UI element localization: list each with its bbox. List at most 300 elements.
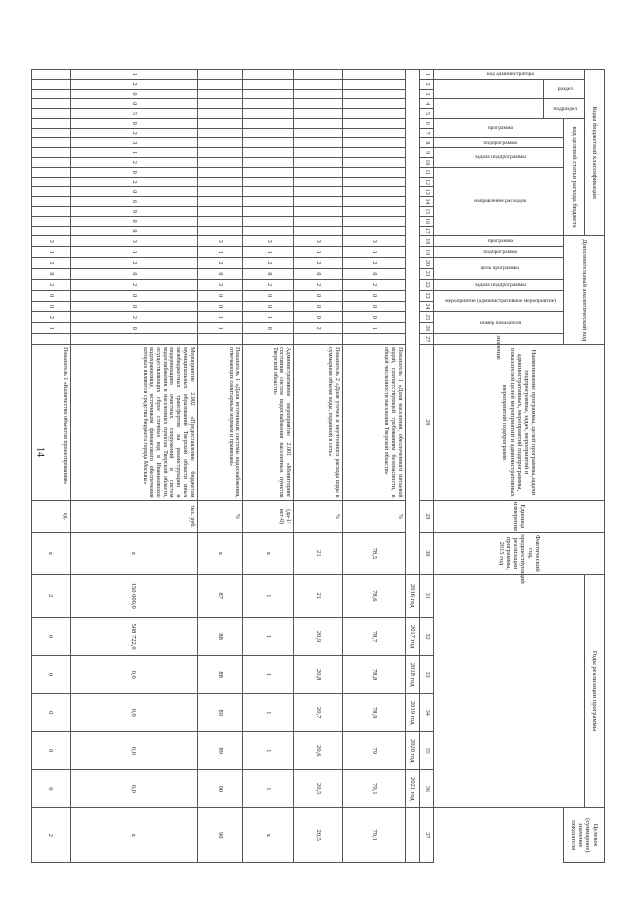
budget-code-cell: 1 (70, 148, 197, 158)
budget-code-cell (197, 109, 243, 119)
row-year-value: 20,5 (294, 770, 343, 808)
extra-code-cell: 2 (342, 279, 405, 290)
row-year-value: 1 (243, 694, 294, 732)
row-year-value: 508 722,0 (70, 618, 197, 656)
table-row (294, 70, 343, 863)
year-2017: 2017 год (405, 618, 419, 656)
extra-code-cell: 0 (342, 268, 405, 279)
budget-code-cell (243, 118, 294, 128)
extra-code-cell: 0 (70, 290, 197, 301)
col-num: 3 (420, 89, 434, 99)
row-year-value: 0 (32, 770, 71, 808)
extra-code-cell: 3 (197, 236, 243, 247)
budget-code-cell: 0 (70, 216, 197, 226)
row-year-value: 78,8 (342, 656, 405, 694)
name-column-header: Наименование программы, целей программы,задачи подпрограммы, задач, мероприятий и административных, мероприятий подпрограммы, показателей целей мероприятий и административных мероприятий подпрограмм (434, 345, 605, 501)
budget-code-cell: 5 (70, 109, 197, 119)
budget-code-cell (243, 177, 294, 187)
budget-code-cell (197, 118, 243, 128)
budget-code-cell (32, 79, 71, 89)
budget-code-cell (197, 197, 243, 207)
budget-code-cell (243, 167, 294, 177)
year-2016: 2016 год (405, 574, 419, 618)
row-target-value: 2 (32, 808, 71, 863)
col-num: 31 (420, 574, 434, 618)
budget-code-cell (342, 206, 405, 216)
row-name: Показатель 1 «Доля источников системы водоснабжения, отвечающих санитарным нормам и правилам» (197, 345, 243, 501)
budget-code-cell (243, 79, 294, 89)
budget-code-cell: 2 (70, 128, 197, 138)
extra-code-cell: 2 (70, 258, 197, 269)
table-row (70, 70, 197, 863)
table-row (32, 70, 71, 863)
budget-code-cell (294, 99, 343, 109)
col-num: 21 (420, 268, 434, 279)
row-year-value: 89 (197, 694, 243, 732)
col-num: 13 (420, 187, 434, 197)
extra-code-cell: 3 (294, 236, 343, 247)
extra-code-cell: 0 (32, 301, 71, 312)
budget-code-cell (294, 89, 343, 99)
budget-code-cell (32, 226, 71, 236)
budget-code-cell (197, 206, 243, 216)
col-num: 32 (420, 618, 434, 656)
row-unit: % (294, 500, 343, 533)
budget-code-cell (342, 226, 405, 236)
extra-code-cell: 1 (243, 312, 294, 323)
row-fact-value: х (32, 533, 71, 574)
extra-code-cell: 0 (70, 268, 197, 279)
extra-code-cell: 0 (32, 290, 71, 301)
row-unit: % (342, 500, 405, 533)
col-num: 12 (420, 177, 434, 187)
col-num: 7 (420, 128, 434, 138)
direction-code-header: направление расходов (434, 167, 564, 235)
extra-code-cell: 2 (32, 279, 71, 290)
row-target-value: 79,1 (342, 808, 405, 863)
row-year-value: 89 (197, 732, 243, 770)
budget-code-cell (32, 206, 71, 216)
budget-code-cell (243, 99, 294, 109)
extra-code-cell: 1 (342, 247, 405, 258)
row-name: Показатель 2 «Доля утечек и неучтенного расхода воды в суммарном объеме воды, поданной в сеть» (294, 345, 343, 501)
col-num: 24 (420, 301, 434, 312)
row-fact-value: х (243, 533, 294, 574)
row-year-value: 0,0 (70, 770, 197, 808)
extra-code-cell (32, 334, 71, 345)
row-year-value: 0,0 (70, 732, 197, 770)
subsection-sub (434, 99, 544, 119)
budget-code-cell: 2 (70, 158, 197, 168)
budget-code-cell (342, 109, 405, 119)
extra-code-cell: 2 (197, 258, 243, 269)
budget-classification-header: Коды бюджетной классификации (584, 70, 604, 236)
budget-code-cell (32, 70, 71, 80)
budget-code-cell (342, 187, 405, 197)
col-num: 4 (420, 99, 434, 109)
extra-code-cell: 2 (243, 258, 294, 269)
extra-code-cell: 1 (197, 323, 243, 334)
budget-code-cell (342, 99, 405, 109)
extra-code-cell: 2 (294, 258, 343, 269)
col-num: 9 (420, 148, 434, 158)
extra-code-cell: 2 (294, 279, 343, 290)
extra-code-header: Дополнительный аналитический код (564, 236, 605, 345)
table-row (197, 70, 243, 863)
budget-code-cell (32, 197, 71, 207)
budget-code-cell (243, 206, 294, 216)
row-fact-value: 21 (294, 533, 343, 574)
col-num: 20 (420, 258, 434, 269)
row-year-value: 0,0 (70, 694, 197, 732)
extra-code-cell: 1 (342, 323, 405, 334)
extra-code-cell: 2 (342, 258, 405, 269)
budget-code-cell (294, 197, 343, 207)
budget-code-cell (294, 177, 343, 187)
fact-year-header: Фактический год, предшествующий реализации программы, 2015 год (434, 533, 605, 574)
extra-code-cell (294, 334, 343, 345)
budget-code-cell (294, 70, 343, 80)
col-num: 35 (420, 732, 434, 770)
extra-measure-header: мероприятие (административное мероприятие) (434, 290, 564, 312)
task-code-header: задача подпрограммы (434, 148, 564, 168)
extra-code-cell (197, 334, 243, 345)
program-table (31, 69, 605, 863)
row-year-value: 20,8 (294, 656, 343, 694)
col-num: 18 (420, 236, 434, 247)
budget-code-cell: 0 (70, 99, 197, 109)
row-year-value: 0 (32, 618, 71, 656)
extra-code-cell: 0 (294, 290, 343, 301)
extra-code-cell: 0 (342, 301, 405, 312)
budget-code-cell (32, 216, 71, 226)
row-year-value: 20,6 (294, 732, 343, 770)
extra-program-header: программа (434, 236, 564, 247)
row-unit: ед. (32, 500, 71, 533)
budget-code-cell: 9 (70, 206, 197, 216)
row-unit: тыс. руб. (70, 500, 197, 533)
row-year-value: 78,6 (342, 574, 405, 618)
row-year-value: 90 (197, 770, 243, 808)
row-year-value: 88 (197, 656, 243, 694)
budget-code-cell (32, 148, 71, 158)
col-num: 28 (420, 345, 434, 501)
extra-code-cell: 0 (294, 301, 343, 312)
col-num: 17 (420, 226, 434, 236)
budget-code-cell (342, 167, 405, 177)
row-fact-value: х (197, 533, 243, 574)
extra-code-cell: 2 (70, 279, 197, 290)
col-num: 26 (420, 323, 434, 334)
budget-code-cell (197, 138, 243, 148)
budget-code-cell (197, 89, 243, 99)
row-year-value: 0 (32, 732, 71, 770)
extra-code-cell: 3 (70, 236, 197, 247)
row-year-value: 78,9 (342, 694, 405, 732)
row-year-value: 2 (32, 574, 71, 618)
budget-code-cell: 0 (70, 118, 197, 128)
budget-code-cell (197, 167, 243, 177)
budget-code-cell (294, 187, 343, 197)
budget-code-cell (32, 177, 71, 187)
table-row (243, 70, 294, 863)
budget-code-cell (243, 216, 294, 226)
row-year-value: 1 (243, 732, 294, 770)
budget-code-cell (32, 187, 71, 197)
row-year-value: 1 (243, 656, 294, 694)
budget-code-cell (197, 128, 243, 138)
budget-code-cell (342, 70, 405, 80)
row-target-value: х (243, 808, 294, 863)
col-num: 22 (420, 279, 434, 290)
page-number: 14 (34, 447, 46, 457)
unit-column-header: Единица измерения (434, 500, 605, 533)
budget-code-cell: 1 (70, 70, 197, 80)
row-year-value: 1 (243, 770, 294, 808)
budget-code-cell (294, 226, 343, 236)
extra-code-cell: 0 (243, 301, 294, 312)
budget-code-cell (243, 187, 294, 197)
extra-code-cell: 0 (197, 268, 243, 279)
row-name: Показатель 1 «Доля населения, обеспеченного питьевой водой, соответствующей требованиям безопасности, в общей численности населения Тверской области» (342, 345, 405, 501)
row-target-value: х (70, 808, 197, 863)
extra-indicator-header: номер показателя (434, 312, 564, 334)
col-num: 11 (420, 167, 434, 177)
budget-code-cell (243, 128, 294, 138)
budget-code-cell (32, 89, 71, 99)
extra-code-cell: 0 (243, 290, 294, 301)
extra-code-cell: 0 (70, 301, 197, 312)
extra-code-cell: 1 (197, 247, 243, 258)
extra-code-cell: 2 (197, 279, 243, 290)
budget-code-cell (342, 177, 405, 187)
col-num: 1 (420, 70, 434, 80)
budget-code-cell (294, 109, 343, 119)
extra-code-cell: 0 (243, 323, 294, 334)
row-year-value: 21 (294, 574, 343, 618)
budget-code-cell (294, 158, 343, 168)
col-num: 10 (420, 158, 434, 168)
extra-code-cell: 1 (32, 247, 71, 258)
extra-code-cell: 3 (342, 236, 405, 247)
budget-code-cell (32, 128, 71, 138)
budget-code-cell (32, 99, 71, 109)
extra-code-cell: 3 (243, 236, 294, 247)
extra-code-cell: 0 (342, 290, 405, 301)
row-year-value: 79,1 (342, 770, 405, 808)
budget-code-cell (342, 128, 405, 138)
budget-code-cell: 0 (70, 187, 197, 197)
budget-code-cell (342, 197, 405, 207)
budget-code-cell (197, 70, 243, 80)
row-year-value: 20,9 (294, 618, 343, 656)
col-num: 27 (420, 334, 434, 345)
col-num: 37 (420, 808, 434, 863)
year-2018: 2018 год (405, 656, 419, 694)
budget-code-cell (342, 158, 405, 168)
budget-code-cell: 0 (70, 167, 197, 177)
budget-code-cell (197, 216, 243, 226)
budget-code-cell (294, 216, 343, 226)
year-2019: 2019 год (405, 694, 419, 732)
budget-code-cell (197, 226, 243, 236)
budget-code-cell (197, 148, 243, 158)
budget-code-cell (32, 109, 71, 119)
budget-code-cell (243, 89, 294, 99)
expense-item-code-header: код целевой статьи расхода бюджета (564, 118, 584, 235)
budget-code-cell (32, 158, 71, 168)
budget-code-cell (342, 148, 405, 158)
col-num: 36 (420, 770, 434, 808)
row-target-value: 90 (197, 808, 243, 863)
row-year-value: 79 (342, 732, 405, 770)
col-num: 15 (420, 206, 434, 216)
extra-code-cell: 2 (243, 279, 294, 290)
col-num: 33 (420, 656, 434, 694)
col-num: 34 (420, 694, 434, 732)
budget-code-cell (243, 138, 294, 148)
row-year-value: 88 (197, 618, 243, 656)
budget-code-cell (197, 79, 243, 89)
target-group-header: Целевое (суммарное) значение показателя (564, 808, 605, 863)
year-2021: 2021 год (405, 770, 419, 808)
extra-code-cell: 0 (243, 268, 294, 279)
col-num: 2 (420, 79, 434, 89)
budget-code-cell (32, 138, 71, 148)
extra-code-cell (70, 334, 197, 345)
budget-code-cell (197, 158, 243, 168)
year-target-spacer (405, 808, 419, 863)
row-year-value: 78,7 (342, 618, 405, 656)
budget-code-cell: 2 (70, 177, 197, 187)
extra-task-header: задача подпрограммы (434, 279, 564, 290)
budget-code-cell (294, 79, 343, 89)
row-name: Административное мероприятие 2.001 «Мониторинг состояния систем водоснабжения населенных пунктов Тверской области» (243, 345, 294, 501)
extra-code-cell: 0 (197, 301, 243, 312)
years-group-header: Годы реализации программы (584, 574, 604, 808)
row-name: Показатель 1 «Количество объектов проектирования» (32, 345, 71, 501)
extra-code-cell: 1 (197, 312, 243, 323)
extra-code-cell: 2 (70, 312, 197, 323)
budget-code-cell (342, 79, 405, 89)
year-label-spacer (405, 70, 419, 575)
budget-code-cell (243, 226, 294, 236)
budget-code-cell (243, 148, 294, 158)
col-num: 14 (420, 197, 434, 207)
row-unit: (да-1/нет-0) (243, 500, 294, 533)
row-year-value: 0,0 (70, 656, 197, 694)
extra-goal-header: цель программы (434, 258, 564, 280)
section-header: раздел (544, 79, 585, 99)
budget-code-cell: 0 (70, 226, 197, 236)
extra-code-cell: 0 (32, 268, 71, 279)
extra-code-cell: 2 (32, 258, 71, 269)
budget-code-cell (342, 89, 405, 99)
col-num: 19 (420, 247, 434, 258)
budget-code-cell: 2 (70, 79, 197, 89)
col-num: 23 (420, 290, 434, 301)
budget-code-cell (243, 197, 294, 207)
subprogram-code-header: подпрограмма (434, 138, 564, 148)
row-name: Мероприятие 2.002 «Предоставление бюджетам муниципальных образований Тверской области иных межбюджетных трансфертов на реконструкцию и модернизацию очистных сооружений и систем водоснабжения в населенных пунктах Тверской области, осуществляющих сброс сточных вод в Иваньковское водохранилище, источником финансового обеспечения которых являются средства бюджета города Москвы» (70, 345, 197, 501)
budget-code-cell (243, 70, 294, 80)
table-row (342, 70, 405, 863)
budget-code-cell: 0 (70, 89, 197, 99)
budget-code-cell (342, 216, 405, 226)
extra-code-cell: 0 (70, 323, 197, 334)
budget-code-cell (243, 109, 294, 119)
budget-code-cell (294, 138, 343, 148)
admin-code-header: код администратора (434, 70, 584, 80)
section-sub (434, 79, 544, 99)
row-year-value: 0 (32, 656, 71, 694)
row-fact-value: 78,5 (342, 533, 405, 574)
extra-code-cell: 0 (294, 312, 343, 323)
extra-code-cell (342, 334, 405, 345)
budget-code-cell (342, 138, 405, 148)
extra-code-cell: 3 (32, 236, 71, 247)
extra-subprogram-header: подпрограмма (434, 247, 564, 258)
col-num: 25 (420, 312, 434, 323)
col-num: 5 (420, 109, 434, 119)
extra-code-cell: 2 (32, 312, 71, 323)
col-num: 29 (420, 500, 434, 533)
col-num: 8 (420, 138, 434, 148)
col-num: 6 (420, 118, 434, 128)
program-code-header: программа (434, 118, 564, 138)
row-year-value: 0 (32, 694, 71, 732)
row-year-value: 150 000,0 (70, 574, 197, 618)
target-value-header: значение (434, 334, 564, 345)
extra-code-cell: 1 (32, 323, 71, 334)
budget-code-cell: 3 (70, 138, 197, 148)
budget-code-cell: 6 (70, 197, 197, 207)
extra-code-cell: 1 (70, 247, 197, 258)
row-target-value: 20,5 (294, 808, 343, 863)
extra-code-cell: 0 (197, 290, 243, 301)
budget-code-cell (32, 167, 71, 177)
years-spacer (434, 574, 584, 808)
row-year-value: 1 (243, 618, 294, 656)
row-year-value: 87 (197, 574, 243, 618)
extra-code-cell: 1 (243, 247, 294, 258)
row-fact-value: х (70, 533, 197, 574)
subsection-header: подраздел (544, 99, 585, 119)
row-year-value: 20,7 (294, 694, 343, 732)
extra-code-cell: 0 (342, 312, 405, 323)
budget-code-cell (294, 128, 343, 138)
year-2020: 2020 год (405, 732, 419, 770)
budget-code-cell (243, 158, 294, 168)
budget-code-cell (197, 187, 243, 197)
budget-code-cell (294, 118, 343, 128)
extra-code-cell: 1 (294, 247, 343, 258)
budget-code-cell (294, 206, 343, 216)
budget-code-cell (197, 99, 243, 109)
budget-code-cell (32, 118, 71, 128)
row-year-value: 1 (243, 574, 294, 618)
budget-code-cell (197, 177, 243, 187)
budget-code-cell (342, 118, 405, 128)
extra-code-cell: 2 (294, 323, 343, 334)
extra-code-cell (243, 334, 294, 345)
row-unit: % (197, 500, 243, 533)
col-num: 30 (420, 533, 434, 574)
extra-code-cell: 0 (294, 268, 343, 279)
budget-code-cell (294, 148, 343, 158)
budget-code-cell (294, 167, 343, 177)
col-num: 16 (420, 216, 434, 226)
